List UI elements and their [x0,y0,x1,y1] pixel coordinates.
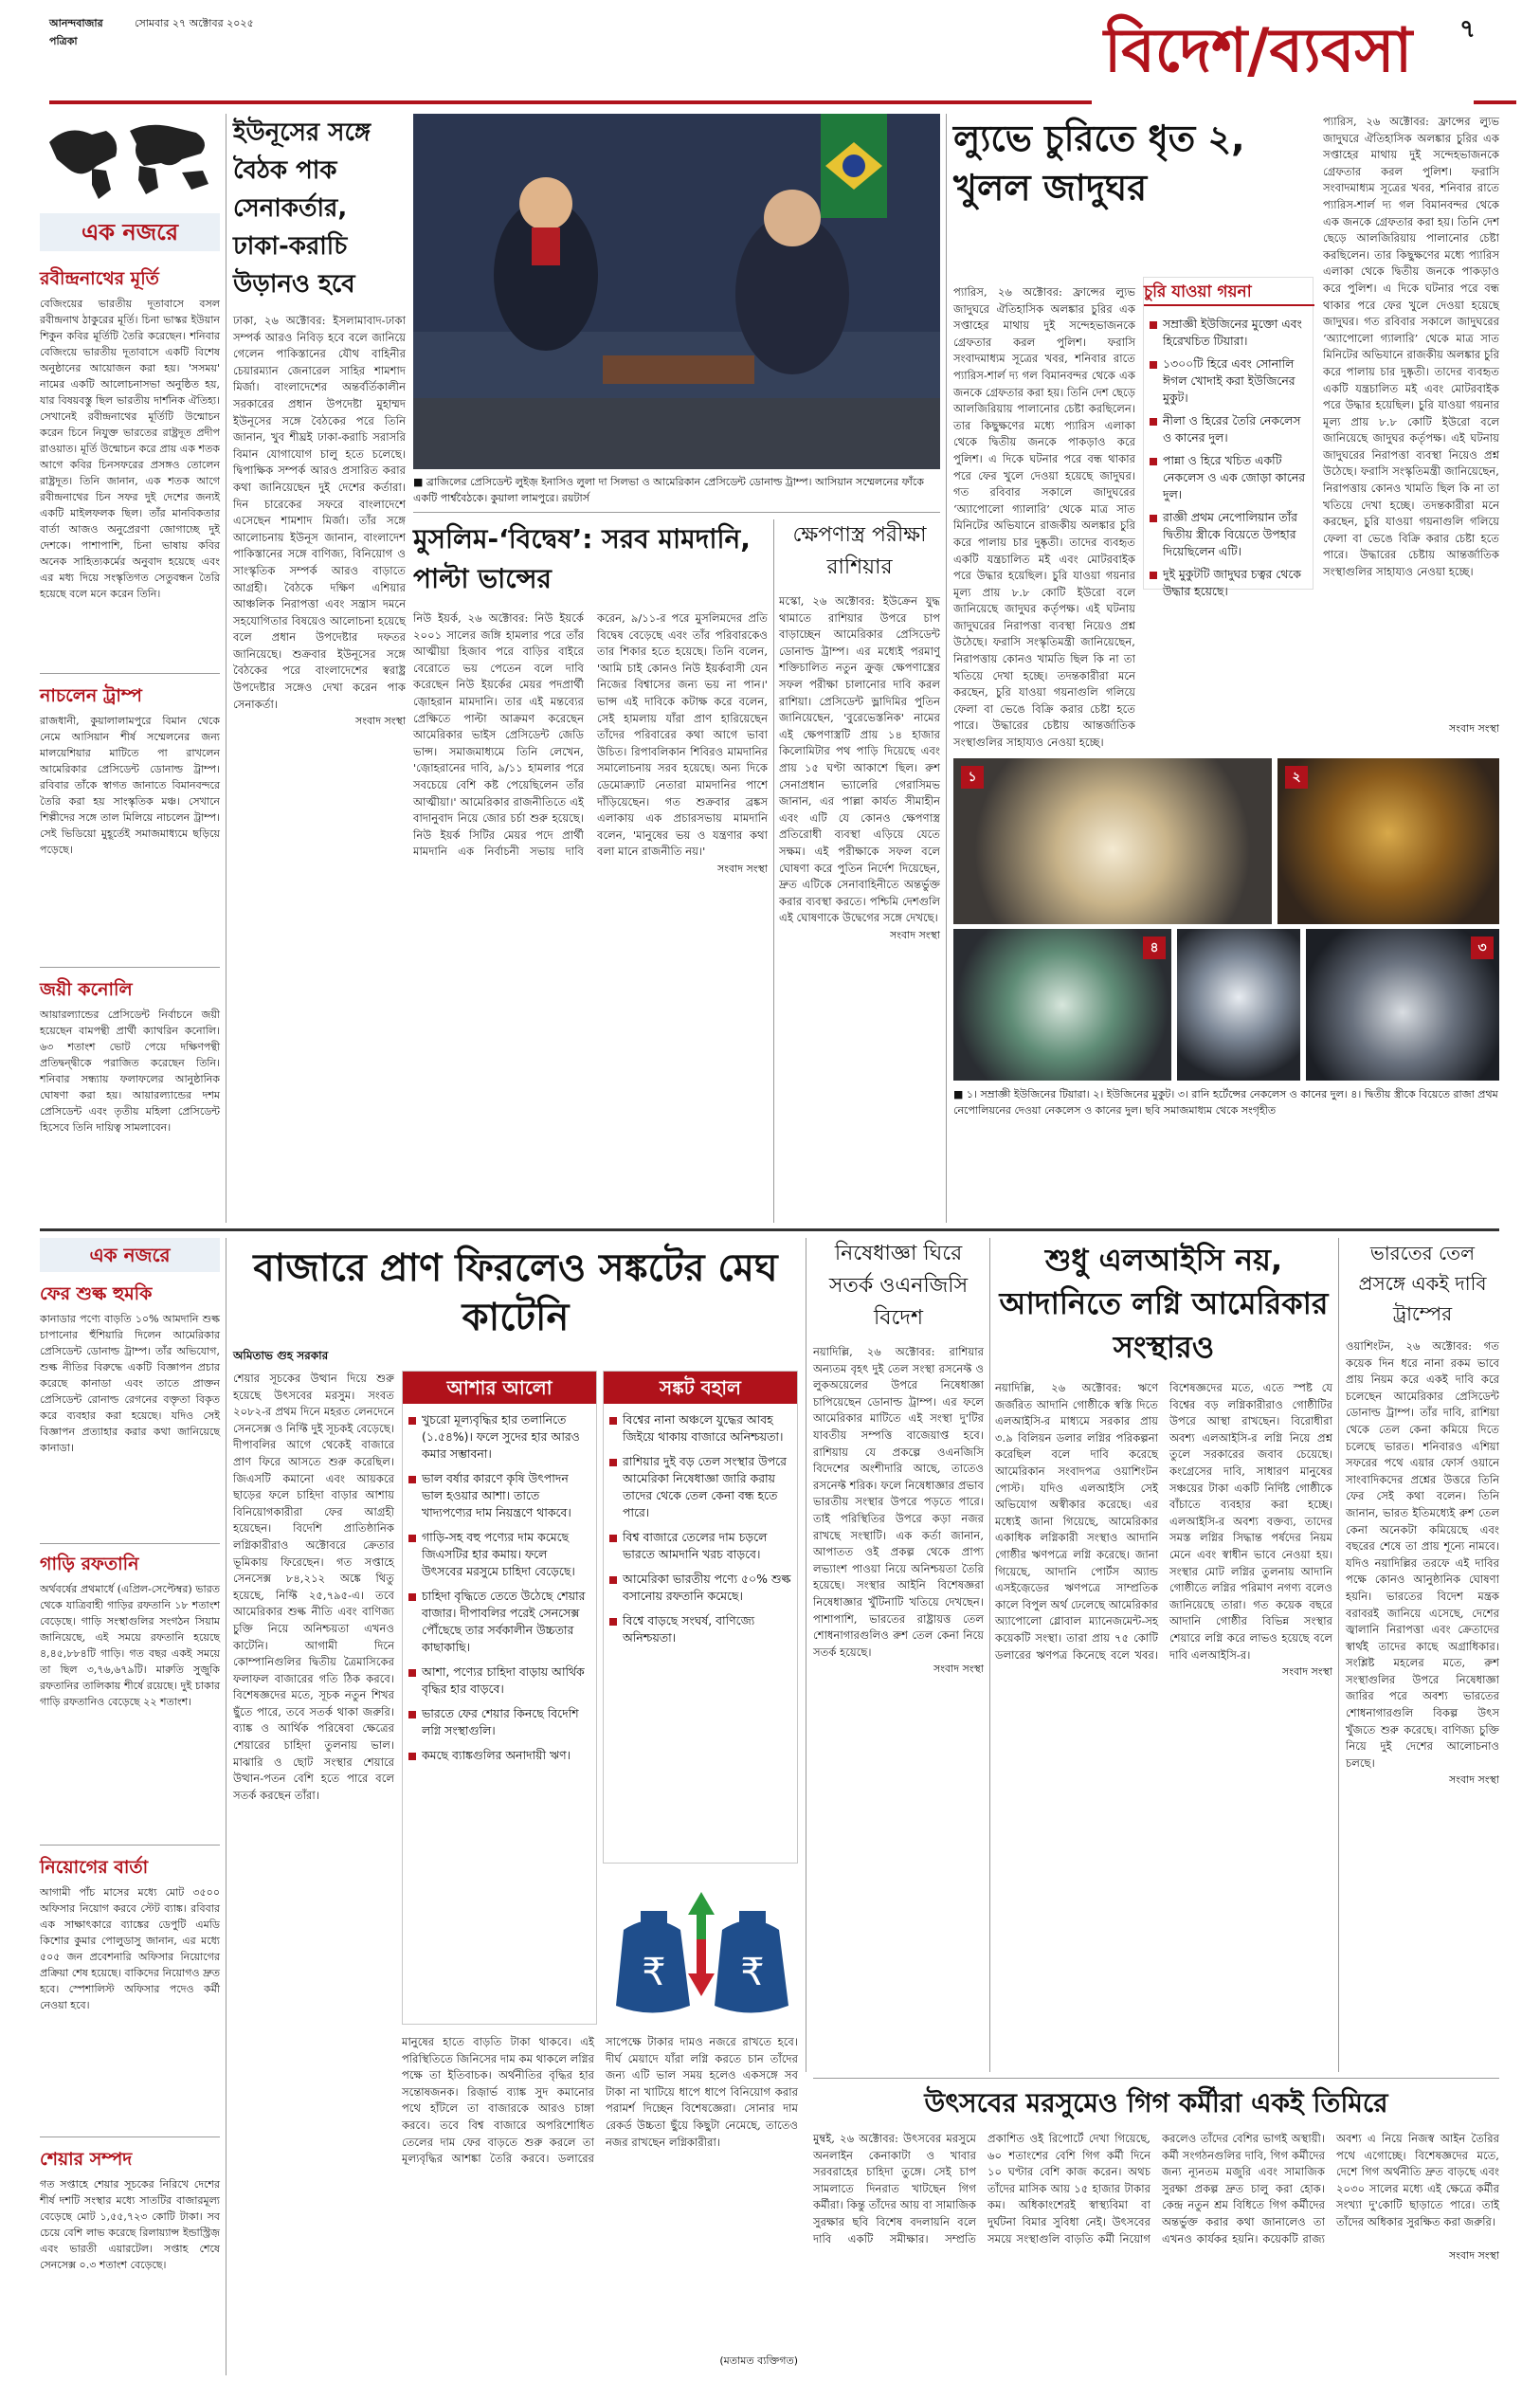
brief-head: নিয়োগের বার্তা [40,1857,149,1878]
story-body: নয়াদিল্লি, ২৬ অক্টোবর: ঋণে জর্জরিত আদানি গোষ্ঠীকে স্বস্তি দিতে এলআইসি-র মাধ্যমে সরকার প্রায় ৩.৯ বিলিয়ন ডলার লগ্নির পরিকল্পনা করেছিল বলে দাবি করেছে আমেরিকান সংবাদপত্র ওয়াশিংটন পোস্ট। যদিও এলআইসি সেই অভিযোগ অস্বীকার করেছে। এর মধ্যেই জানা গিয়েছে, আমেরিকার একাধিক লগ্নিকারী সংস্থাও আদানি গোষ্ঠীর ঋণপত্রে লগ্নি করেছে। জানা গিয়েছে, আদানি পোর্টস অ্যান্ড এসইজ়েডের ঋণপত্রে সাম্প্রতিক কালে বিপুল অর্থ ঢেলেছে আমেরিকার অ্যাপোলো গ্লোবাল ম্যানেজমেন্ট-সহ কয়েকটি সংস্থা। তারা প্রায় ৭৫ কোটি ডলারের ঋণপত্র কিনেছে বলে খবর। বিশেষজ্ঞদের মতে, এতে স্পষ্ট যে বিশ্বের বড় লগ্নিকারীরাও গোষ্ঠীটির উপরে আস্থা রাখছেন। বিরোধীরা অবশ্য এলআইসি-র লগ্নি নিয়ে প্রশ্ন তুলে সরকারের জবাব চেয়েছে। কংগ্রেসের দাবি, সাধারণ মানুষের সঞ্চয়ের টাকা একটি নির্দিষ্ট গোষ্ঠীকে বাঁচাতে ব্যবহার করা হচ্ছে। এলআইসি-র অবশ্য বক্তব্য, তাদের সমস্ত লগ্নির সিদ্ধান্ত পর্ষদের নিয়ম মেনে এবং স্বাধীন ভাবে নেওয়া হয়। সংস্থার মোট লগ্নির তুলনায় আদানি গোষ্ঠীতে লগ্নির পরিমাণ নগণ্য বলেও জানিয়েছে তারা। গত কয়েক বছরে আদানি গোষ্ঠীর বিভিন্ন সংস্থার শেয়ারে লগ্নি করে লাভও হয়েছে বলে দাবি এলআইসি-র। [995,1381,1332,1662]
story-body: ঢাকা, ২৬ অক্টোবর: ইসলামাবাদ-ঢাকা সম্পর্ক আরও নিবিড় হবে বলে জানিয়ে গেলেন পাকিস্তানের যৌথ বাহিনীর চেয়ারম্যান জেনারেল সাহির শামশাদ মির্জা। বাংলাদেশের অন্তর্বর্তিকালীন সরকারের প্রধান উপদেষ্টা মুহাম্মদ ইউনূসের সঙ্গে বৈঠকের পরে তিনি জানান, খুব শীঘ্রই ঢাকা-করাচি সরাসরি বিমান যোগাযোগ চালু হতে চলেছে। দ্বিপাক্ষিক সম্পর্ক আরও প্রসারিত করার কথা জানিয়েছেন দুই দেশের কর্তারা। দিন চারেকের সফরে বাংলাদেশে এসেছেন শামশাদ মির্জা। তাঁর সঙ্গে আলোচনায় ইউনূস জানান, বাংলাদেশ পাকিস্তানের সঙ্গে বাণিজ্য, বিনিয়োগ ও সাংস্কৃতিক সম্পর্ক আরও বাড়াতে আগ্রহী। বৈঠকে দক্ষিণ এশিয়ার আঞ্চলিক নিরাপত্তা এবং সন্ত্রাস দমনে সহযোগিতার বিষয়েও আলোচনা হয়েছে বলে প্রধান উপদেষ্টার দফতর জানিয়েছে। শুক্রবার ইউনূসের সঙ্গে বৈঠকের পরে বাংলাদেশের স্বরাষ্ট্র উপদেষ্টার সঙ্গেও দেখা করেন পাক সেনাকর্তা। [233,314,406,711]
story-adani [995,1238,1332,2072]
box-item: নীলা ও হিরের তৈরি নেকলেস ও কানের দুল। [1150,412,1309,446]
story-author: অমিতাভ গুহ সরকার [233,1349,329,1362]
story-headline: ভারতের তেল প্রসঙ্গে একই দাবি ট্রাম্পের [1358,1242,1487,1325]
photo-label: ২ [1285,766,1308,789]
story-body: নিউ ইয়র্ক, ২৬ অক্টোবর: নিউ ইয়র্কে ২০০১ সালের জঙ্গি হামলার পরে তাঁর আত্মীয়া হিজাব পরে বাড়ির বাইরে বেরোতে ভয় পেতেন বলে দাবি করেছেন নিউ ইয়র্কের মেয়র পদপ্রার্থী জ়োহরান মামদানি। তার এই মন্তব্যের প্রেক্ষিতে পাল্টা আক্রমণ করেছেন আমেরিকার ভাইস প্রেসিডেন্ট জেডি ভান্স। সমাজমাধ্যমে তিনি লেখেন, 'জ়োহরানের দাবি, ৯/১১ হামলার পরে সবচেয়ে বেশি কষ্ট পেয়েছিলেন তাঁর আত্মীয়া।' আমেরিকার রাজনীতিতে এই বাদানুবাদ নিয়ে জোর চর্চা শুরু হয়েছে। নিউ ইয়র্ক সিটির মেয়র পদে প্রার্থী মামদানি এক নির্বাচনী সভায় দাবি করেন, ৯/১১-র পরে মুসলিমদের প্রতি বিদ্বেষ বেড়েছে এবং তাঁর পরিবারকেও তার শিকার হতে হয়েছে। তিনি বলেন, 'আমি চাই কোনও নিউ ইয়র্কবাসী যেন নিজের বিশ্বাসের জন্য ভয় না পান।' ভান্স এই দাবিকে কটাক্ষ করে বলেন, সেই হামলায় যাঁরা প্রাণ হারিয়েছেন তাঁদের পরিবারের কথা আগে ভাবা উচিত। রিপাবলিকান শিবিরও মামদানির সমালোচনায় সরব হয়েছে। অন্য দিকে ডেমোক্র্যাট নেতারা মামদানির পাশে দাঁড়িয়েছেন। গত শুক্রবার ব্রঙ্কস এলাকায় এক প্রচারসভায় মামদানি বলেন, 'মানুষের ভয় ও যন্ত্রণার কথা বলা মানে রাজনীতি নয়।' [413,611,768,859]
story-body-continued: মানুষের হাতে বাড়তি টাকা থাকবে। এই পরিস্থিতিতে জিনিসের দাম কম থাকলে লগ্নির পক্ষে তা ইতিবাচক। অর্থনীতির বৃদ্ধির হার সন্তোষজনক। রিজ়ার্ভ ব্যাঙ্ক সুদ কমানোর পথে হাঁটলে তা বাজারকে আরও চাঙ্গা করবে। তবে বিশ্ব বাজারে অপরিশোধিত তেলের দাম ফের বাড়তে শুরু করলে তা মূল্যবৃদ্ধির আশঙ্কা তৈরি করবে। ডলারের সাপেক্ষে টাকার দামও নজরে রাখতে হবে। দীর্ঘ মেয়াদে যাঁরা লগ্নি করতে চান তাঁদের জন্য এটি ভাল সময় হলেও একসঙ্গে সব টাকা না খাটিয়ে ধাপে ধাপে বিনিয়োগ করার পরামর্শ দিচ্ছেন বিশেষজ্ঞেরা। সোনার দাম রেকর্ড উচ্চতা ছুঁয়ে কিছুটা নেমেছে, তাতেও নজর রাখছেন লগ্নিকারীরা। [402,2035,798,2166]
sankat-title: সঙ্কট বহাল [604,1372,797,1404]
story-headline: উৎসবের মরসুমেও গিগ কর্মীরা একই তিমিরে [924,2087,1388,2118]
asha-title: আশার আলো [403,1372,596,1404]
asha-item: ভারতে ফের শেয়ার কিনছে বিদেশি লগ্নি সংস্থাগুলি। [408,1705,590,1739]
story-headline: বাজারে প্রাণ ফিরলেও সঙ্কটের মেঘ কাটেনি [253,1246,778,1339]
box-item: পান্না ও হিরে খচিত একটি নেকলেস ও এক জোড়া কানের দুল। [1150,452,1309,503]
story-body: মস্কো, ২৬ অক্টোবর: ইউক্রেন যুদ্ধ থামাতে রাশিয়ার উপরে চাপ বাড়াচ্ছেন আমেরিকার প্রেসিডেন্ট ডোনাল্ড ট্রাম্প। এর মধ্যেই পরমাণু শক্তিচালিত নতুন ক্রুজ় ক্ষেপণাস্ত্রের সফল পরীক্ষা চালানোর দাবি করল রাশিয়া। প্রেসিডেন্ট ভ্লাদিমির পুতিন জানিয়েছেন, 'বুরেভেস্তনিক' নামের এই ক্ষেপণাস্ত্রটি প্রায় ১৪ হাজার কিলোমিটার পথ পাড়ি দিয়েছে এবং প্রায় ১৫ ঘণ্টা আকাশে ছিল। রুশ সেনাপ্রধান ভ্যালেরি গেরাসিমভ জানান, এর পাল্লা কার্যত সীমাহীন এবং এটি যে কোনও ক্ষেপণাস্ত্র প্রতিরোধী ব্যবস্থা এড়িয়ে যেতে সক্ষম। এই পরীক্ষাকে সফল বলে ঘোষণা করে পুতিন নির্দেশ দিয়েছেন, দ্রুত এটিকে সেনাবাহিনীতে অন্তর্ভুক্ত করার ব্যবস্থা করতে। পশ্চিমি দেশগুলি এই ঘোষণাকে উদ্বেগের সঙ্গে দেখছে। [779,594,940,925]
divider [40,1543,220,1544]
sankat-box [603,1371,798,1864]
brief-item [40,682,220,957]
jewel-photo-sapphire [1306,929,1499,1081]
jewel-photo-tiara [953,758,1272,924]
box-item: ১৩০০টি হিরে এবং সোনালি ঈগল খোদাই করা ইউজিনের মুকুট। [1150,355,1309,407]
box-item: সম্রাজ্ঞী ইউজিনের মুক্তো এবং হিরেখচিত টিয়ারা। [1150,316,1309,350]
story-body: ওয়াশিংটন, ২৬ অক্টোবর: গত কয়েক দিন ধরে নানা রকম ভাবে প্রায় নিয়ম করে একই দাবি করে চলেছেন আমেরিকার প্রেসিডেন্ট ডোনাল্ড ট্রাম্প। তাঁর দাবি, রাশিয়া থেকে তেল কেনা কমিয়ে দিতে চলেছে ভারত। শনিবারও এশিয়া সফরের পথে এয়ার ফোর্স ওয়ানে সাংবাদিকদের প্রশ্নের উত্তরে তিনি ফের সেই কথা বলেন। তিনি জানান, ভারত ইতিমধ্যেই রুশ তেল কেনা অনেকটা কমিয়েছে এবং বছরের শেষে তা প্রায় শূন্যে নামবে। যদিও নয়াদিল্লির তরফে এই দাবির পক্ষে কোনও আনুষ্ঠানিক ঘোষণা হয়নি। ভারতের বিদেশ মন্ত্রক বরাবরই জানিয়ে এসেছে, দেশের জ্বালানি নিরাপত্তা এবং ক্রেতাদের স্বার্থই তাদের কাছে অগ্রাধিকার। সংশ্লিষ্ট মহলের মতে, রুশ সংস্থাগুলির উপরে নিষেধাজ্ঞা জারির পরে অবশ্য ভারতের শোধনাগারগুলি বিকল্প উৎস খুঁজতে শুরু করেছে। বাণিজ্য চুক্তি নিয়ে দুই দেশের আলোচনাও চলছে। [1346,1339,1499,1770]
asha-item: গাড়ি-সহ বহু পণ্যের দাম কমেছে জিএসটির হার কমায়। ফলে উৎসবের মরসুমে চাহিদা বেড়েছে। [408,1529,590,1580]
sankat-item: আমেরিকা ভারতীয় পণ্যে ৫০% শুল্ক বসানোয় রফতানি কমেছে। [609,1571,791,1605]
sidebar-bottom [40,1238,220,2375]
divider [413,512,940,513]
story-byline: সংবাদ সংস্থা [1448,2249,1499,2263]
asha-item: আশা, পণ্যের চাহিদা বাড়ায় আর্থিক বৃদ্ধির হার বাড়বে। [408,1664,590,1698]
brief-body: বেজিংয়ের ভারতীয় দূতাবাসে বসল রবীন্দ্রনাথ ঠাকুরের মূর্তি। চিনা ভাস্কর ইউয়ান শিকুন কবির মূর্তিটি তৈরি করেছেন। শনিবার বেজিংয়ে ভারতীয় দূতাবাসে একটি বিশেষ অনুষ্ঠানের আয়োজন করা হয়। 'সসময়' নামের একটি আলোচনাসভা অনুষ্ঠিত হয়, যার বিষয়বস্তু ছিল ভারতীয় দার্শনিক ঐতিহ্য। সেখানেই রবীন্দ্রনাথের মূর্তিটি উন্মোচন করেন চিনে নিযুক্ত ভারতের রাষ্ট্রদূত প্রদীপ রাওয়াত। মূর্তি উন্মোচন করে প্রায় এক শতক আগে কবির চিনসফরের প্রসঙ্গও তোলেন রাষ্ট্রদূত। তিনি জানান, এক শতক আগে রবীন্দ্রনাথের চিন সফর দুই দেশের জন্যই একটি মাইলফলক ছিল। তাঁর মানবিকতার বার্তা আজও অনুপ্রেরণা জোগাচ্ছে দুই দেশকে। পাশাপাশি, চিনা ভাষায় কবির অনেক সাহিত্যকর্মের অনুবাদ হয়েছে এবং এর মধ্য দিয়ে সংস্কৃতিগত সেতুবন্ধন তৈরি হয়েছে বলে মনে করেন তিনি। [40,298,220,600]
story-headline: মুসলিম-‘বিদ্বেষ’: সরব মামদানি, পাল্টা ভান্সের [413,523,751,594]
sidebar-bottom-label: এক নজরে [40,1238,220,1272]
divider [40,1845,220,1846]
story-byline: সংবাদ সংস্থা [716,862,768,875]
sankat-item: বিশ্ব বাজারে তেলের দাম চড়লে ভারতে আমদানি খরচ বাড়বে। [609,1529,791,1563]
brief-body: রাজধানী, কুয়ালালামপুরে বিমান থেকে নেমে আসিয়ান শীর্ষ সম্মেলনের জন্য মালয়েশিয়ার মাটিতে পা রাখলেন আমেরিকার প্রেসিডেন্ট ডোনাল্ড ট্রাম্প। রবিবার তাঁকে স্বাগত জানাতে বিমানবন্দরে তৈরি করা হয় সাংস্কৃতিক মঞ্চ। সেখানে শিল্পীদের সঙ্গে তাল মিলিয়ে নাচলেন ট্রাম্প। সেই ভিডিয়ো মুহূর্তেই সমাজমাধ্যমে ছড়িয়ে পড়েছে। [40,715,220,856]
masthead-date: সোমবার ২৭ অক্টোবর ২০২৫ [135,17,254,29]
story-louvre-right [1323,114,1499,751]
svg-text:₹: ₹ [740,1951,765,1994]
asha-item: খুচরো মূল্যবৃদ্ধির হার তলানিতে (১.৫৪%)। ফলে সুদের হার আরও কমার সম্ভাবনা। [408,1411,590,1463]
masthead-red-rule-end [1474,100,1516,104]
story-mamdani [413,519,768,1223]
story-oil [1346,1238,1499,2072]
jewel-photo-display [1177,929,1300,1081]
story-market [233,1238,798,2375]
masthead-paper-name: আনন্দবাজার পত্রিকা [49,17,103,47]
divider [813,2078,1499,2079]
story-body: মুম্বই, ২৬ অক্টোবর: উৎসবের মরসুমে অনলাইন কেনাকাটা ও খাবার সরবরাহের চাহিদা তুঙ্গে। সেই চাপ সামলাতে দিনরাত খাটছেন গিগ কর্মীরা। কিন্তু তাঁদের আয় বা সামাজিক সুরক্ষার ছবি বিশেষ বদলায়নি বলে দাবি একটি সমীক্ষার। সম্প্রতি প্রকাশিত ওই রিপোর্টে দেখা গিয়েছে, ৬০ শতাংশের বেশি গিগ কর্মী দিনে ১০ ঘণ্টার বেশি কাজ করেন। অথচ তাঁদের মাসিক আয় ১৫ হাজার টাকার কম। অধিকাংশেরই স্বাস্থ্যবিমা বা দুর্ঘটনা বিমার সুবিধা নেই। উৎসবের সময়ে সংস্থাগুলি বাড়তি কর্মী নিয়োগ করলেও তাঁদের বেশির ভাগই অস্থায়ী। কর্মী সংগঠনগুলির দাবি, গিগ কর্মীদের জন্য ন্যূনতম মজুরি এবং সামাজিক সুরক্ষা প্রকল্প দ্রুত চালু করা হোক। কেন্দ্র নতুন শ্রম বিধিতে গিগ কর্মীদের অন্তর্ভুক্ত করার কথা জানালেও তা এখনও কার্যকর হয়নি। কয়েকটি রাজ্য অবশ্য এ নিয়ে নিজস্ব আইন তৈরির পথে এগোচ্ছে। বিশেষজ্ঞদের মতে, দেশে গিগ অর্থনীতি দ্রুত বাড়ছে এবং ২০৩০ সালের মধ্যে এই ক্ষেত্রে কর্মীর সংখ্যা দু'কোটি ছাড়াতে পারে। তাই তাঁদের অধিকার সুরক্ষিত করা জরুরি। [813,2132,1499,2246]
brief-body: আগামী পাঁচ মাসের মধ্যে মোট ৩৫০০ অফিসার নিয়োগ করবে স্টেট ব্যাঙ্ক। রবিবার এক সাক্ষাৎকারে ব্যাঙ্কের ডেপুটি এমডি কিশোর কুমার পোলুডাসু জানান, এর মধ্যে ৫০৫ জন প্রবেশনারি অফিসার নিয়োগের প্রক্রিয়া শেষ হয়েছে। বাকিদের নিয়োগও দ্রুত হবে। স্পেশালিস্ট অফিসার পদেও কর্মী নেওয়া হবে। [40,1886,220,2011]
sankat-item: বিশ্বে বাড়ছে সংঘর্ষ, বাণিজ্যে অনিশ্চয়তা। [609,1612,791,1646]
brief-item [40,1551,220,1835]
brief-head: জয়ী কনোলি [40,979,133,1000]
brief-head: রবীন্দ্রনাথের মূর্তি [40,268,159,289]
box-list [1150,316,1309,598]
brief-head: গাড়ি রফতানি [40,1554,139,1574]
column-rule [773,519,774,1223]
jewels-caption: ■ ১। সম্রাজ্ঞী ইউজিনের টিয়ারা। ২। ইউজিনের মুকুট। ৩। রানি হর্টেন্সের নেকলেস ও কানের দুল। ৪। দ্বিতীয় স্ত্রীকে বিয়েতে রাজা প্রথম নেপোলিয়নের দেওয়া নেকলেস ও কানের দুল। ছবি সমাজমাধ্যম থেকে সংগৃহীত [953,1088,1498,1117]
story-headline: ল্যুভে চুরিতে ধৃত ২, খুলল জাদুঘর [953,118,1245,209]
brief-body: আয়ারল্যান্ডের প্রেসিডেন্ট নির্বাচনে জয়ী হয়েছেন বামপন্থী প্রার্থী ক্যাথরিন কনোলি। ৬৩ শতাংশ ভোট পেয়ে দক্ষিণপন্থী প্রতিদ্বন্দ্বীকে পরাজিত করেছেন তিনি। শনিবার সন্ধ্যায় ফলাফলের আনুষ্ঠানিক ঘোষণা করা হয়। আয়ারল্যান্ডের দশম প্রেসিডেন্ট এবং তৃতীয় মহিলা প্রেসিডেন্ট হিসেবে তিনি দায়িত্ব সামলাবেন। [40,1009,220,1134]
brief-item [40,1854,220,2129]
asha-item: ভাল বর্ষার কারণে কৃষি উৎপাদন ভাল হওয়ার আশা। তাতে খাদ্যপণ্যের দাম নিয়ন্ত্রণে থাকবে। [408,1470,590,1521]
masthead [0,0,1540,106]
world-map-icon [40,114,220,204]
brief-head: ফের শুল্ক হুমকি [40,1283,153,1304]
sankat-list [604,1404,797,1662]
story-headline: ক্ষেপণাস্ত্র পরীক্ষা রাশিয়ার [792,523,927,579]
asha-list [403,1404,596,1779]
page-divider [40,1228,1499,1231]
asha-item: চাহিদা বৃদ্ধিতে তেতে উঠেছে শেয়ার বাজার। দীপাবলির পরেই সেনসেক্স পৌঁছেছে তার সর্বকালীন উচ্চতার কাছাকাছি। [408,1588,590,1656]
story-byline: (মতামত ব্যক্তিগত) [719,2355,798,2367]
photo-illustration [413,114,940,469]
column-rule [946,114,947,1223]
asha-item: কমছে ব্যাঙ্কগুলির অনাদায়ী ঋণ। [408,1747,590,1764]
story-byline: সংবাদ সংস্থা [889,928,940,941]
box-item: দুই মুকুটটি জাদুঘর চত্বর থেকে উদ্ধার হয়েছে। [1150,566,1309,600]
column-rule [989,1238,990,2072]
brief-body: গত সপ্তাহে শেয়ার সূচকের নিরিখে দেশের শীর্ষ দশটি সংস্থার মধ্যে সাতটির বাজারমূল্য বেড়েছে মোট ১,৫৫,৭২৩ কোটি টাকা। সব চেয়ে বেশি লাভ করেছে রিলায়্যান্স ইন্ডাস্ট্রিজ় এবং ভারতী এয়ারটেল। সপ্তাহ শেষে সেনসেক্স ০.৩ শতাংশ বেড়েছে। [40,2178,220,2271]
sankat-item: বিশ্বের নানা অঞ্চলে যুদ্ধের আবহ জিইয়ে থাকায় বাজারে অনিশ্চয়তা। [609,1411,791,1446]
story-ongc [813,1238,984,2072]
brief-head: নাচলেন ট্রাম্প [40,685,142,706]
photo-label: ১ [961,766,984,789]
column-rule [1338,1238,1339,2072]
sankat-item: রাশিয়ার দুই বড় তেল সংস্থার উপরে আমেরিকা নিষেধাজ্ঞা জারি করায় তাদের থেকে তেল কেনা বন্ধ হতে পারে। [609,1453,791,1521]
story-body: প্যারিস, ২৬ অক্টোবর: ফ্রান্সের ল্যুভ জাদুঘরে ঐতিহাসিক অলঙ্কার চুরির এক সপ্তাহের মাথায় দুই সন্দেহভাজনকে গ্রেফতার করল পুলিশ। ফরাসি সংবাদমাধ্যম সূত্রের খবর, শনিবার রাতে প্যারিস-শার্ল দ্য গল বিমানবন্দর থেকে এক জনকে গ্রেফতার করা হয়। তিনি দেশ ছেড়ে আলজিরিয়ায় পালানোর চেষ্টা করছিলেন। তার কিছুক্ষণের মধ্যে প্যারিস এলাকা থেকে দ্বিতীয় জনকে পাকড়াও করে পুলিশ। এ দিকে ঘটনার পরে বন্ধ থাকার পরে ফের খুলে দেওয়া হয়েছে জাদুঘর। গত রবিবার সকালে জাদুঘরের ‘অ্যাপোলো গ্যালারি’ থেকে মাত্র সাত মিনিটের অভিযানে রাজকীয় অলঙ্কার চুরি করে পালায় চার দুষ্কৃতী। তাদের ব্যবহৃত একটি যন্ত্রচালিত মই এবং মোটরবাইক পরে উদ্ধার হয়েছিল। চুরি যাওয়া গয়নার মূল্য প্রায় ৮.৮ কোটি ইউরো বলে জানিয়েছে জাদুঘর কর্তৃপক্ষ। এই ঘটনায় জাদুঘরের নিরাপত্তা ব্যবস্থা নিয়েও প্রশ্ন উঠেছে। ফরাসি সংস্কৃতিমন্ত্রী জানিয়েছেন, নিরাপত্তায় কোনও খামতি ছিল কি না তা খতিয়ে দেখা হচ্ছে। তদন্তকারীরা মনে করছেন, চুরি যাওয়া গয়নাগুলি গলিয়ে ফেলা বা ভেঙে বিক্রি করার চেষ্টা হতে পারে। উদ্ধারের চেষ্টায় আন্তর্জাতিক সংস্থাগুলির সাহায্যও নেওয়া হচ্ছে। [953,285,1135,750]
story-byline: সংবাদ সংস্থা [933,1663,984,1676]
story-headline: শুধু এলআইসি নয়, আদানিতে লগ্নি আমেরিকার সংস্থারও [999,1242,1329,1365]
photo-trump-lula [413,114,940,469]
photo-caption: ■ ব্রাজিলের প্রেসিডেন্ট লুইজ় ইনাসিও লুলা দা সিলভা ও আমেরিকান প্রেসিডেন্ট ডোনাল্ড ট্রাম্প। আসিয়ান সম্মেলনের ফাঁকে একটি পার্শ্ববৈঠকে। কুয়ালা লামপুরে। রয়টার্স [413,476,924,504]
story-missile [779,519,940,1223]
svg-text:₹: ₹ [642,1951,666,1994]
box-item: রাজ্ঞী প্রথম নেপোলিয়ান তাঁর দ্বিতীয় স্ত্রীকে বিয়েতে উপহার দিয়েছিলেন এটি। [1150,509,1309,560]
story-headline: ইউনূসের সঙ্গে বৈঠক পাক সেনাকর্তার, ঢাকা-করাচি উড়ানও হবে [233,118,371,299]
jewel-photo-crown [1277,758,1499,924]
jewel-photo-necklace [953,929,1171,1081]
box-title: চুরি যাওয়া গয়না [1144,278,1314,306]
masthead-red-rule [49,100,1092,104]
brief-item [40,976,220,1223]
sidebar-top-label: এক নজরে [40,213,220,251]
asha-box [402,1371,597,2025]
story-byline: সংবাদ সংস্থা [1281,1665,1332,1679]
story-dhaka [233,114,406,1223]
brief-body: কানাডার পণ্যে বাড়তি ১০% আমদানি শুল্ক চাপানোর হুঁশিয়ারি দিলেন আমেরিকার প্রেসিডেন্ট ডোনাল্ড ট্রাম্প। তাঁর অভিযোগ, শুল্ক নীতির বিরুদ্ধে একটি বিজ্ঞাপন প্রচার করেছে কানাডা এবং তাতে প্রাক্তন প্রেসিডেন্ট রোনাল্ড রেগনের বক্তৃতা বিকৃত করে ব্যবহার করা হয়েছে। যদিও সেই বিজ্ঞাপন প্রত্যাহার করার কথা জানিয়েছে কানাডা। [40,1313,220,1454]
page-number: ৭ [1459,15,1476,44]
sidebar-top [40,114,220,1223]
story-gig [813,2083,1499,2375]
brief-item [40,1281,220,1536]
brief-item [40,2146,220,2373]
divider [40,673,220,674]
story-byline: সংবাদ সংস্থা [1448,1773,1499,1787]
story-headline: নিষেধাজ্ঞা ঘিরে সতর্ক ওএনজিসি বিদেশ [828,1242,969,1330]
story-byline: সংবাদ সংস্থা [354,715,406,728]
money-bags-illustration [605,1873,798,2025]
story-body: শেয়ার সূচকের উত্থান দিয়ে শুরু হয়েছে উৎসবের মরসুম। সংবত ২০৮২-র প্রথম দিনে মহরত লেনদেনে সেনসেক্স ও নিফ্টি দুই সূচকই বেড়েছে। দীপাবলির আগে থেকেই বাজারে প্রাণ ফিরে আসতে শুরু করেছিল। জিএসটি কমানো এবং আয়করে ছাড়ের ফলে চাহিদা বাড়ার আশায় বিনিয়োগকারীরা ফের আগ্রহী হয়েছেন। বিদেশি প্রাতিষ্ঠানিক লগ্নিকারীরাও অক্টোবরে ক্রেতার ভূমিকায় ফিরেছেন। গত সপ্তাহে সেনসেক্স ৮৪,২১২ অঙ্কে থিতু হয়েছে, নিফ্টি ২৫,৭৯৫-এ। তবে আমেরিকার শুল্ক নীতি এবং বাণিজ্য চুক্তি নিয়ে অনিশ্চয়তা এখনও কাটেনি। আগামী দিনে কোম্পানিগুলির দ্বিতীয় ত্রৈমাসিকের ফলাফল বাজারের গতি ঠিক করবে। বিশেষজ্ঞদের মতে, সূচক নতুন শিখর ছুঁতে পারে, তবে সতর্ক থাকা জরুরি। ব্যাঙ্ক ও আর্থিক পরিষেবা ক্ষেত্রের শেয়ারের চাহিদা তুলনায় ভাল। মাঝারি ও ছোট সংস্থার শেয়ারে উত্থান-পতন বেশি হতে পারে বলে সতর্ক করছেন তাঁরা। [233,1372,394,1802]
brief-item [40,265,220,664]
story-body: নয়াদিল্লি, ২৬ অক্টোবর: রাশিয়ার অন্যতম বৃহৎ দুই তেল সংস্থা রসনেফ্ট ও লুকঅয়েলের উপরে নিষেধাজ্ঞা চাপিয়েছেন ডোনাল্ড ট্রাম্প। এর ফলে আমেরিকার মাটিতে এই সংস্থা দু'টির যাবতীয় সম্পত্তি বাজেয়াপ্ত হবে। রাশিয়ায় যে প্রকল্পে ওএনজিসি বিদেশের অংশীদারি আছে, তাতেও রসনেফ্ট শরিক। ফলে নিষেধাজ্ঞার প্রভাব ভারতীয় সংস্থার উপরে পড়তে পারে। তাই পরিস্থিতির উপরে কড়া নজর রাখছে সংস্থাটি। এক কর্তা জানান, আপাতত ওই প্রকল্প থেকে প্রাপ্য লভ্যাংশ পাওয়া নিয়ে অনিশ্চয়তা তৈরি হয়েছে। সংস্থার আইনি বিশেষজ্ঞরা নিষেধাজ্ঞার খুঁটিনাটি খতিয়ে দেখছেন। পাশাপাশি, ভারতের রাষ্ট্রায়ত্ত তেল শোধনাগারগুলিও রুশ তেল কেনা নিয়ে সতর্ক হয়েছে। [813,1345,984,1659]
story-byline: সংবাদ সংস্থা [1448,722,1499,735]
section-title: বিদেশ/ব্যবসা [1104,15,1413,86]
photo-label: ৩ [1471,936,1494,959]
stolen-jewels-box [1143,277,1314,598]
brief-body: অর্থবর্ষের প্রথমার্ধে (এপ্রিল-সেপ্টেম্বর) ভারত থেকে যাত্রিবাহী গাড়ির রফতানি ১৮ শতাংশ বেড়েছে। গাড়ি সংস্থাগুলির সংগঠন সিয়াম জানিয়েছে, এই সময়ে রফতানি হয়েছে ৪,৪৫,৮৮৪টি গাড়ি। গত বছর একই সময়ে তা ছিল ৩,৭৬,৬৭৯টি। মারুতি সুজ়ুকি রফতানির তালিকায় শীর্ষে রয়েছে। দুই চাকার গাড়ি রফতানিও বেড়েছে ২২ শতাংশ। [40,1583,220,1708]
divider [40,967,220,968]
photo-label: ৪ [1143,936,1166,959]
brief-head: শেয়ার সম্পদ [40,2149,133,2170]
story-body-continued: প্যারিস, ২৬ অক্টোবর: ফ্রান্সের ল্যুভ জাদুঘরে ঐতিহাসিক অলঙ্কার চুরির এক সপ্তাহের মাথায় দুই সন্দেহভাজনকে গ্রেফতার করল পুলিশ। ফরাসি সংবাদমাধ্যম সূত্রের খবর, শনিবার রাতে প্যারিস-শার্ল দ্য গল বিমানবন্দর থেকে এক জনকে গ্রেফতার করা হয়। তিনি দেশ ছেড়ে আলজিরিয়ায় পালানোর চেষ্টা করছিলেন। তার কিছুক্ষণের মধ্যে প্যারিস এলাকা থেকে দ্বিতীয় জনকে পাকড়াও করে পুলিশ। এ দিকে ঘটনার পরে বন্ধ থাকার পরে ফের খুলে দেওয়া হয়েছে জাদুঘর। গত রবিবার সকালে জাদুঘরের ‘অ্যাপোলো গ্যালারি’ থেকে মাত্র সাত মিনিটের অভিযানে রাজকীয় অলঙ্কার চুরি করে পালায় চার দুষ্কৃতী। তাদের ব্যবহৃত একটি যন্ত্রচালিত মই এবং মোটরবাইক পরে উদ্ধার হয়েছিল। চুরি যাওয়া গয়নার মূল্য প্রায় ৮.৮ কোটি ইউরো বলে জানিয়েছে জাদুঘর কর্তৃপক্ষ। এই ঘটনায় জাদুঘরের নিরাপত্তা ব্যবস্থা নিয়েও প্রশ্ন উঠেছে। ফরাসি সংস্কৃতিমন্ত্রী জানিয়েছেন, নিরাপত্তায় কোনও খামতি ছিল কি না তা খতিয়ে দেখা হচ্ছে। তদন্তকারীরা মনে করছেন, চুরি যাওয়া গয়নাগুলি গলিয়ে ফেলা বা ভেঙে বিক্রি করার চেষ্টা হতে পারে। উদ্ধারের চেষ্টায় আন্তর্জাতিক সংস্থাগুলির সাহায্যও নেওয়া হচ্ছে। [1323,115,1499,579]
